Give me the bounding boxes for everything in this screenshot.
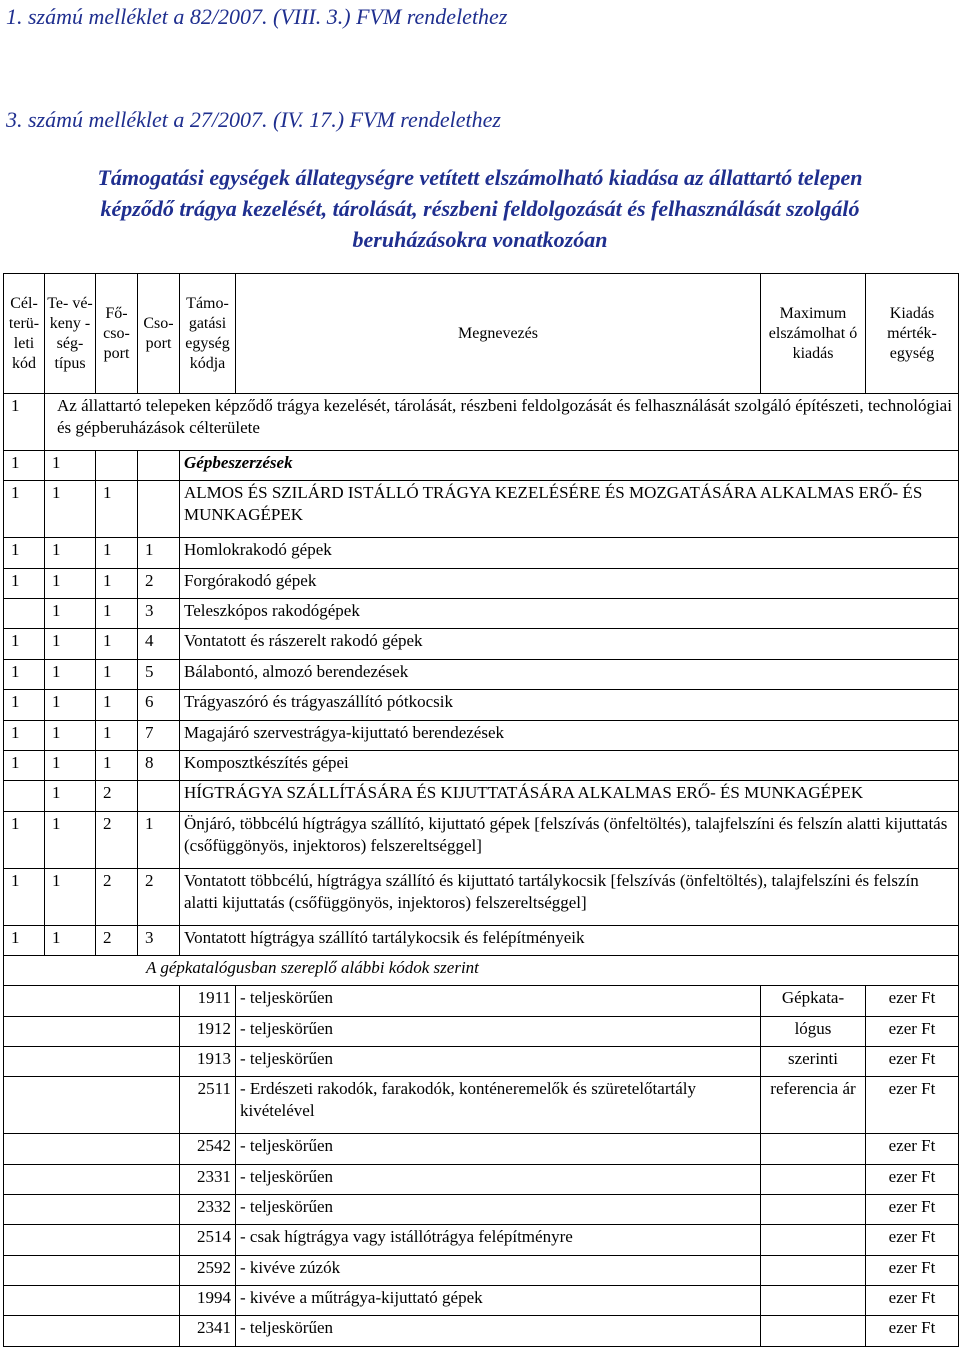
unit: ezer Ft xyxy=(866,1164,959,1194)
code-description: - csak hígtrágya vagy istállótrágya felépítményre xyxy=(236,1225,761,1255)
row-description: Bálabontó, almozó berendezések xyxy=(180,659,959,689)
table-row xyxy=(4,481,959,538)
code-description: - teljeskörűen xyxy=(236,1164,761,1194)
unit: ezer Ft xyxy=(866,1255,959,1285)
row-code-4: 6 xyxy=(138,690,180,720)
regulation-reference-1: 1. számú melléklet a 82/2007. (VIII. 3.) FVM rendelethez xyxy=(6,4,508,29)
max-cost xyxy=(761,1286,866,1316)
row-code-1: 1 xyxy=(4,659,45,689)
row-code-3: 1 xyxy=(96,690,138,720)
empty-cell xyxy=(4,1286,180,1316)
row-code-2: 1 xyxy=(45,659,96,689)
unit: ezer Ft xyxy=(866,1286,959,1316)
max-cost xyxy=(761,1316,866,1347)
row-code-1 xyxy=(4,599,45,629)
code-description: - Erdészeti rakodók, farakodók, konténeremelők és szüretelőtartály kivételével xyxy=(236,1077,761,1134)
row-code-1: 1 xyxy=(4,394,45,451)
row-description: ALMOS ÉS SZILÁRD ISTÁLLÓ TRÁGYA KEZELÉSÉRE ÉS MOZGATÁSÁRA ALKALMAS ERŐ- ÉS MUNKAGÉPEK xyxy=(180,481,959,538)
gepkatalogus-code: 2592 xyxy=(180,1255,236,1285)
row-code-2: 1 xyxy=(45,599,96,629)
row-code-4: 5 xyxy=(138,659,180,689)
max-cost: Gépkata- xyxy=(761,986,866,1016)
empty-cell xyxy=(4,1164,180,1194)
row-code-3: 2 xyxy=(96,925,138,955)
gepkatalogus-code: 2514 xyxy=(180,1225,236,1255)
gepkatalogus-code: 1911 xyxy=(180,986,236,1016)
code-description: - teljeskörűen xyxy=(236,1195,761,1225)
title-line-1: Támogatási egységek állategységre vetített elszámolható kiadása az állattartó telepen xyxy=(97,165,863,190)
row-description: Teleszkópos rakodógépek xyxy=(180,599,959,629)
header-megnevezes: Megnevezés xyxy=(236,274,761,394)
row-code-3: 1 xyxy=(96,629,138,659)
empty-cell xyxy=(4,1047,180,1077)
table-row xyxy=(4,868,959,925)
row-code-1: 1 xyxy=(4,451,45,481)
code-row xyxy=(4,1286,959,1316)
code-description: - teljeskörűen xyxy=(236,1134,761,1164)
row-code-1 xyxy=(4,781,45,811)
row-code-2: 1 xyxy=(45,781,96,811)
gepkatalogus-code: 2542 xyxy=(180,1134,236,1164)
row-description: Vontatott hígtrágya szállító tartálykocsik és felépítményeik xyxy=(180,925,959,955)
row-code-2: 1 xyxy=(45,925,96,955)
row-code-1: 1 xyxy=(4,750,45,780)
code-row xyxy=(4,1134,959,1164)
row-description: Trágyaszóró és trágyaszállító pótkocsik xyxy=(180,690,959,720)
header-celteruleti: Cél- terü- leti kód xyxy=(4,274,45,394)
code-row xyxy=(4,1016,959,1046)
table-row xyxy=(4,750,959,780)
row-code-4 xyxy=(138,781,180,811)
max-cost: szerinti xyxy=(761,1047,866,1077)
table-row xyxy=(4,568,959,598)
row-code-2: 1 xyxy=(45,538,96,568)
gepkatalogus-code: 1912 xyxy=(180,1016,236,1046)
code-description: - teljeskörűen xyxy=(236,1016,761,1046)
empty-cell xyxy=(4,1016,180,1046)
header-tevekenyseg: Te- vé- keny -ség- típus xyxy=(45,274,96,394)
row-code-2: 1 xyxy=(45,750,96,780)
max-cost xyxy=(761,1195,866,1225)
row-code-1: 1 xyxy=(4,811,45,868)
empty-cell xyxy=(4,1225,180,1255)
row-code-4: 3 xyxy=(138,599,180,629)
gepkatalogus-code: 2332 xyxy=(180,1195,236,1225)
row-code-2: 1 xyxy=(45,451,96,481)
empty-cell xyxy=(4,1077,180,1134)
unit: ezer Ft xyxy=(866,1195,959,1225)
unit: ezer Ft xyxy=(866,1225,959,1255)
row-code-2: 1 xyxy=(45,811,96,868)
title-line-3: beruházásokra vonatkozóan xyxy=(352,227,608,252)
row-code-1: 1 xyxy=(4,690,45,720)
row-description: Komposztkészítés gépei xyxy=(180,750,959,780)
table-row xyxy=(4,394,959,451)
row-description: A gépkatalógusban szereplő alábbi kódok szerint xyxy=(4,955,959,985)
row-description: Vontatott többcélú, hígtrágya szállító és kijuttató tartálykocsik [felszívás (önfeltöltés), talajfelszíni és felszín alatti kijuttatás (csőfüggönyös, injektoros) felszereltséggel] xyxy=(180,868,959,925)
code-row xyxy=(4,1047,959,1077)
code-row xyxy=(4,1255,959,1285)
code-row xyxy=(4,1195,959,1225)
unit: ezer Ft xyxy=(866,1016,959,1046)
row-code-3: 1 xyxy=(96,538,138,568)
header-row xyxy=(4,274,959,394)
row-code-2: 1 xyxy=(45,629,96,659)
code-row xyxy=(4,1077,959,1134)
row-code-2: 1 xyxy=(45,481,96,538)
row-description: Forgórakodó gépek xyxy=(180,568,959,598)
header-csoport: Cso- port xyxy=(138,274,180,394)
header-tamogatasi-kod: Támo- gatási egység kódja xyxy=(180,274,236,394)
row-code-2: 1 xyxy=(45,720,96,750)
table-row xyxy=(4,599,959,629)
gepkatalogus-code: 2331 xyxy=(180,1164,236,1194)
max-cost xyxy=(761,1255,866,1285)
row-description: Gépbeszerzések xyxy=(180,451,959,481)
table-row xyxy=(4,629,959,659)
row-code-4: 2 xyxy=(138,568,180,598)
table-row xyxy=(4,925,959,955)
empty-cell xyxy=(4,1134,180,1164)
row-code-4: 2 xyxy=(138,868,180,925)
title-line-2: képződő trágya kezelését, tárolását, részbeni feldolgozását és felhasználását szolgáló xyxy=(100,196,860,221)
header-focsoport: Fő- cso- port xyxy=(96,274,138,394)
code-description: - kivéve zúzók xyxy=(236,1255,761,1285)
empty-cell xyxy=(4,986,180,1016)
code-row xyxy=(4,1225,959,1255)
header-kiadas: Kiadás mérték- egység xyxy=(866,274,959,394)
row-code-1: 1 xyxy=(4,568,45,598)
unit: ezer Ft xyxy=(866,1316,959,1347)
row-code-4: 3 xyxy=(138,925,180,955)
max-cost xyxy=(761,1225,866,1255)
unit: ezer Ft xyxy=(866,986,959,1016)
gepkatalogus-code: 2341 xyxy=(180,1316,236,1347)
row-code-1: 1 xyxy=(4,925,45,955)
row-code-4: 4 xyxy=(138,629,180,659)
unit: ezer Ft xyxy=(866,1047,959,1077)
row-description: Homlokrakodó gépek xyxy=(180,538,959,568)
row-code-3: 1 xyxy=(96,568,138,598)
row-description: Az állattartó telepeken képződő trágya kezelését, tárolását, részbeni feldolgozását és felhasználását szolgáló építészeti, technológiai és gépberuházások célterülete xyxy=(45,394,959,451)
empty-cell xyxy=(4,1195,180,1225)
document-title xyxy=(0,162,960,255)
table-row xyxy=(4,451,959,481)
code-row xyxy=(4,986,959,1016)
row-code-3: 1 xyxy=(96,659,138,689)
row-code-3: 1 xyxy=(96,720,138,750)
row-code-1: 1 xyxy=(4,629,45,659)
gepkatalogus-code: 1994 xyxy=(180,1286,236,1316)
row-code-2: 1 xyxy=(45,868,96,925)
row-code-3: 1 xyxy=(96,599,138,629)
table-row xyxy=(4,720,959,750)
gepkatalogus-code: 2511 xyxy=(180,1077,236,1134)
gepkatalogus-code: 1913 xyxy=(180,1047,236,1077)
row-code-2: 1 xyxy=(45,568,96,598)
code-description: - teljeskörűen xyxy=(236,986,761,1016)
row-description: Önjáró, többcélú hígtrágya szállító, kijuttató gépek [felszívás (önfeltöltés), talajfelszíni és felszín alatti kijuttatás (csőfüggönyös, injektoros) felszereltséggel] xyxy=(180,811,959,868)
row-code-3: 2 xyxy=(96,811,138,868)
max-cost: referencia ár xyxy=(761,1077,866,1134)
regulation-reference-2: 3. számú melléklet a 27/2007. (IV. 17.) FVM rendelethez xyxy=(6,107,501,132)
row-code-1: 1 xyxy=(4,538,45,568)
row-code-1: 1 xyxy=(4,481,45,538)
code-row xyxy=(4,1164,959,1194)
max-cost xyxy=(761,1134,866,1164)
cost-table xyxy=(3,273,959,1347)
row-code-1: 1 xyxy=(4,868,45,925)
row-code-4: 1 xyxy=(138,538,180,568)
code-description: - kivéve a műtrágya-kijuttató gépek xyxy=(236,1286,761,1316)
table-row xyxy=(4,659,959,689)
row-code-3 xyxy=(96,451,138,481)
row-code-4 xyxy=(138,481,180,538)
max-cost xyxy=(761,1164,866,1194)
row-code-4: 7 xyxy=(138,720,180,750)
unit: ezer Ft xyxy=(866,1134,959,1164)
header-maximum: Maximum elszámolhat ó kiadás xyxy=(761,274,866,394)
row-code-1: 1 xyxy=(4,720,45,750)
row-description: Vontatott és rászerelt rakodó gépek xyxy=(180,629,959,659)
empty-cell xyxy=(4,1316,180,1347)
table-row xyxy=(4,955,959,985)
code-description: - teljeskörűen xyxy=(236,1316,761,1347)
empty-cell xyxy=(4,1255,180,1285)
row-description: HÍGTRÁGYA SZÁLLÍTÁSÁRA ÉS KIJUTTATÁSÁRA ALKALMAS ERŐ- ÉS MUNKAGÉPEK xyxy=(180,781,959,811)
row-code-4 xyxy=(138,451,180,481)
table-row xyxy=(4,538,959,568)
row-code-3: 2 xyxy=(96,868,138,925)
row-code-4: 1 xyxy=(138,811,180,868)
row-code-4: 8 xyxy=(138,750,180,780)
row-code-3: 1 xyxy=(96,481,138,538)
max-cost: lógus xyxy=(761,1016,866,1046)
row-code-3: 1 xyxy=(96,750,138,780)
row-code-3: 2 xyxy=(96,781,138,811)
code-description: - teljeskörűen xyxy=(236,1047,761,1077)
table-row xyxy=(4,781,959,811)
unit: ezer Ft xyxy=(866,1077,959,1134)
row-code-2: 1 xyxy=(45,690,96,720)
row-description: Magajáró szervestrágya-kijuttató berendezések xyxy=(180,720,959,750)
code-row xyxy=(4,1316,959,1347)
table-row xyxy=(4,811,959,868)
table-row xyxy=(4,690,959,720)
